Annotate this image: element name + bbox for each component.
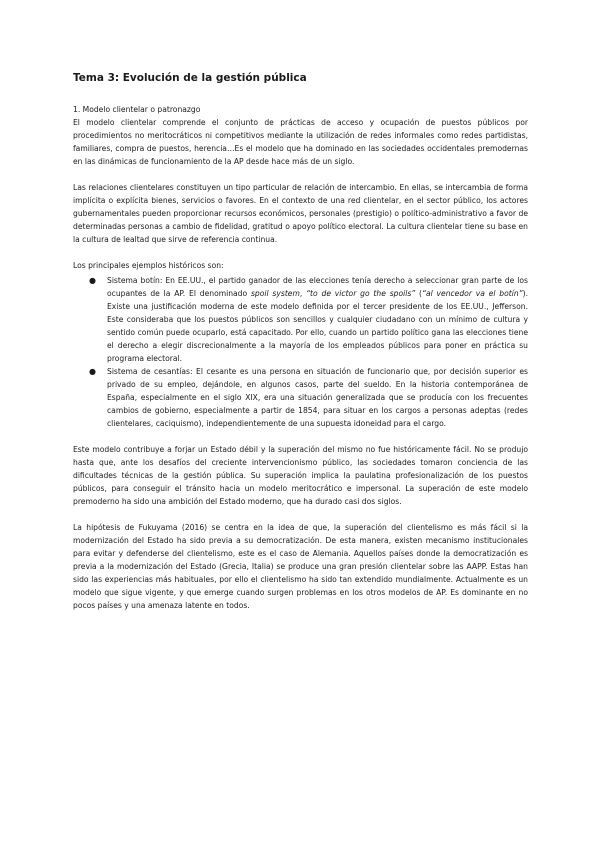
quote-english: “to de victor go the spoils” [306,289,416,298]
bullet-icon: ● [89,367,96,376]
examples-list [73,274,528,430]
spoil-system-term: spoil system [250,289,300,298]
bullet-icon: ● [89,276,96,285]
paragraph-relations: Las relaciones clientelares constituyen un tipo particular de relación de intercambio. En ellas, se intercambia de forma implícita o explícita bienes, servicios o favores. En el contexto de una red clientelar, en el sector público, los actores gubernamentales pueden proporcionar recursos económicos, personales (prestigio) o político-administrativo a favor de determinadas personas a cambio de fidelidad, gratitud o apoyo político electoral. La cultura clientelar tiene su base en la cultura de lealtad que sirve de referencia continua. [73,183,528,244]
document-page [73,72,528,612]
quote-spanish: “al vencedor va el botín” [422,289,523,298]
paragraph-weak-state: Este modelo contribuye a forjar un Estado débil y la superación del mismo no fue históricamente fácil. No se produjo hasta que, ante los desafíos del creciente intervencionismo público, las sociedades tomaron conciencia de las dificultades técnicas de la gestión pública. Su superación implica la paulatina profesionalización de los puestos públicos, para conseguir el tránsito hacia un modelo meritocrático e impersonal. La superación de este modelo premoderno ha sido una ambición del Estado moderno, que ha durado casi dos siglos. [73,445,528,506]
section-heading: 1. Modelo clientelar o patronazgo [73,105,201,114]
document-title: Tema 3: Evolución de la gestión pública [73,72,307,84]
paragraph-examples-intro: Los principales ejemplos históricos son: [73,261,224,270]
list-item: ● Sistema botín: En EE.UU., el partido ganador de las elecciones tenía derecho a seleccionar gran parte de los ocupantes de la AP. El denominado spoil system, “to de victor go the spoils” (“al vencedor va el botín”). Existe una justificación moderna de este modelo definida por el tercer presidente de los EE.UU., Jefferson. Este consideraba que los puestos públicos son sencillos y cualquier ciudadano con un mínimo de cultura y sentido común puede ocuparlo, está capacitado. Por ello, cuando un partido político gana las elecciones tiene el derecho a elegir discrecionalmente a la mayoría de los empleados públicos para poner en práctica su programa electoral. [89,276,528,363]
paragraph-definition: El modelo clientelar comprende el conjunto de prácticas de acceso y ocupación de puestos públicos por procedimientos no meritocráticos ni competitivos mediante la utilización de redes informales como redes partidistas, familiares, compra de puestos, herencia…Es el modelo que ha dominado en las sociedades occidentales premodernas en las dinámicas de funcionamiento de la AP desde hace más de un siglo. [73,118,528,166]
list-item: ● Sistema de cesantías: El cesante es una persona en situación de funcionario que, por decisión superior es privado de su empleo, dejándole, en algunos casos, parte del sueldo. En la historia contemporánea de España, especialmente en el siglo XIX, era una situación generalizada que se producía con los frecuentes cambios de gobierno, especialmente a partir de 1854, para situar en los cargos a personas adeptas (redes clientelares, caciquismo), independientemente de una supuesta idoneidad para el cargo. [89,367,528,428]
paragraph-fukuyama: La hipótesis de Fukuyama (2016) se centra en la idea de que, la superación del clientelismo es más fácil si la modernización del Estado ha sido previa a su democratización. De esta manera, existen mecanismo institucionales para evitar y defenderse del clientelismo, este es el caso de Alemania. Aquellos países donde la democratización es previa a la modernización del Estado (Grecia, Italia) se produce una gran presión clientelar sobre las AAPP. Estas han sido las experiencias más habituales, por ello el clientelismo ha sido tan extendido mundialmente. Actualmente es un modelo que sigue vigente, y que emerge cuando surgen problemas en los otros modelos de AP. Es dominante en no pocos países y una amenaza latente en todos. [73,523,528,610]
